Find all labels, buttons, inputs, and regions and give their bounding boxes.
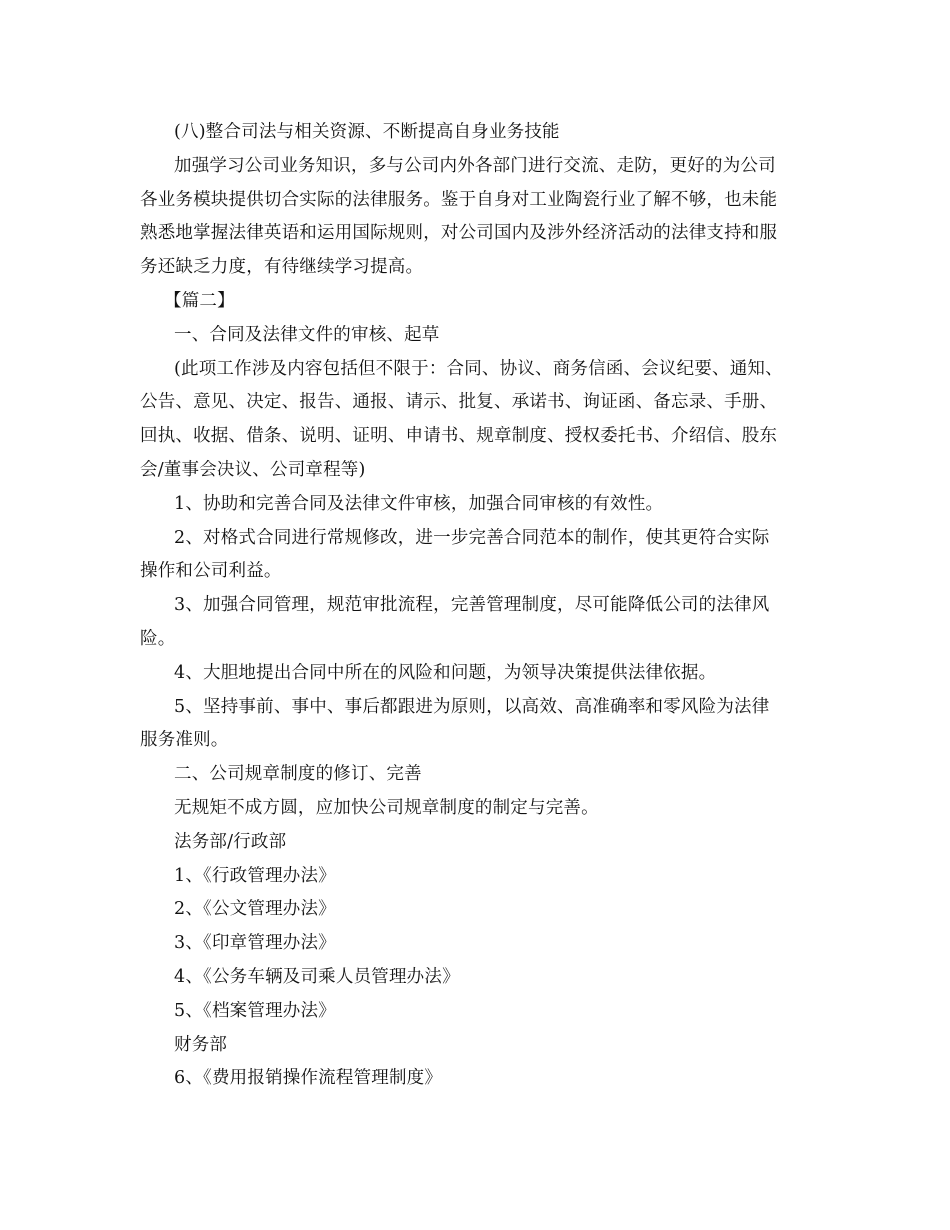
department-label: 法务部/行政部 — [174, 831, 287, 852]
paragraph-line: 会/董事会决议、公司章程等) — [140, 459, 366, 480]
list-item: 6、《费用报销操作流程管理制度》 — [174, 1068, 443, 1089]
paragraph-line: 回执、收据、借条、说明、证明、申请书、规章制度、授权委托书、介绍信、股东 — [140, 426, 778, 447]
section-heading: 一、合同及法律文件的审核、起草 — [174, 324, 440, 345]
paragraph-line: (此项工作涉及内容包括但不限于：合同、协议、商务信函、会议纪要、通知、 — [174, 358, 783, 379]
list-item: 1、协助和完善合同及法律文件审核，加强合同审核的有效性。 — [174, 493, 664, 514]
list-item: 4、《公务车辆及司乘人员管理办法》 — [174, 966, 460, 987]
list-item: 3、加强合同管理，规范审批流程，完善管理制度，尽可能降低公司的法律风 — [174, 595, 770, 616]
paragraph-line: 加强学习公司业务知识，多与公司内外各部门进行交流、走防，更好的为公司 — [174, 155, 776, 176]
paragraph-line: 各业务模块提供切合实际的法律服务。鉴于自身对工业陶瓷行业了解不够，也未能 — [140, 189, 778, 210]
paragraph-line: 服务准则。 — [140, 730, 229, 751]
part-heading: 【篇二】 — [164, 290, 235, 311]
list-item: 3、《印章管理办法》 — [174, 933, 336, 954]
list-item: 1、《行政管理办法》 — [174, 865, 336, 886]
paragraph-line: 险。 — [140, 628, 176, 649]
paragraph-line: 操作和公司利益。 — [140, 561, 282, 582]
list-item: 4、大胆地提出合同中所在的风险和问题，为领导决策提供法律依据。 — [174, 662, 717, 683]
list-item: 5、《档案管理办法》 — [174, 1000, 336, 1021]
department-label: 财务部 — [174, 1034, 228, 1055]
list-item: 2、对格式合同进行常规修改，进一步完善合同范本的制作，使其更符合实际 — [174, 527, 770, 548]
paragraph-line: 无规矩不成方圆，应加快公司规章制度的制定与完善。 — [174, 797, 599, 818]
paragraph-line: 务还缺乏力度，有待继续学习提高。 — [140, 257, 424, 278]
paragraph-line: 熟悉地掌握法律英语和运用国际规则，对公司国内及涉外经济活动的法律支持和服 — [140, 223, 778, 244]
list-item: 2、《公文管理办法》 — [174, 899, 336, 920]
paragraph-line: 公告、意见、决定、报告、通报、请示、批复、承诺书、询证函、备忘录、手册、 — [140, 392, 778, 413]
section-heading: (八)整合司法与相关资源、不断提高自身业务技能 — [174, 122, 560, 142]
document-body — [140, 116, 820, 1096]
section-heading: 二、公司规章制度的修订、完善 — [174, 764, 422, 785]
list-item: 5、坚持事前、事中、事后都跟进为原则，以高效、高准确率和零风险为法律 — [174, 696, 770, 717]
